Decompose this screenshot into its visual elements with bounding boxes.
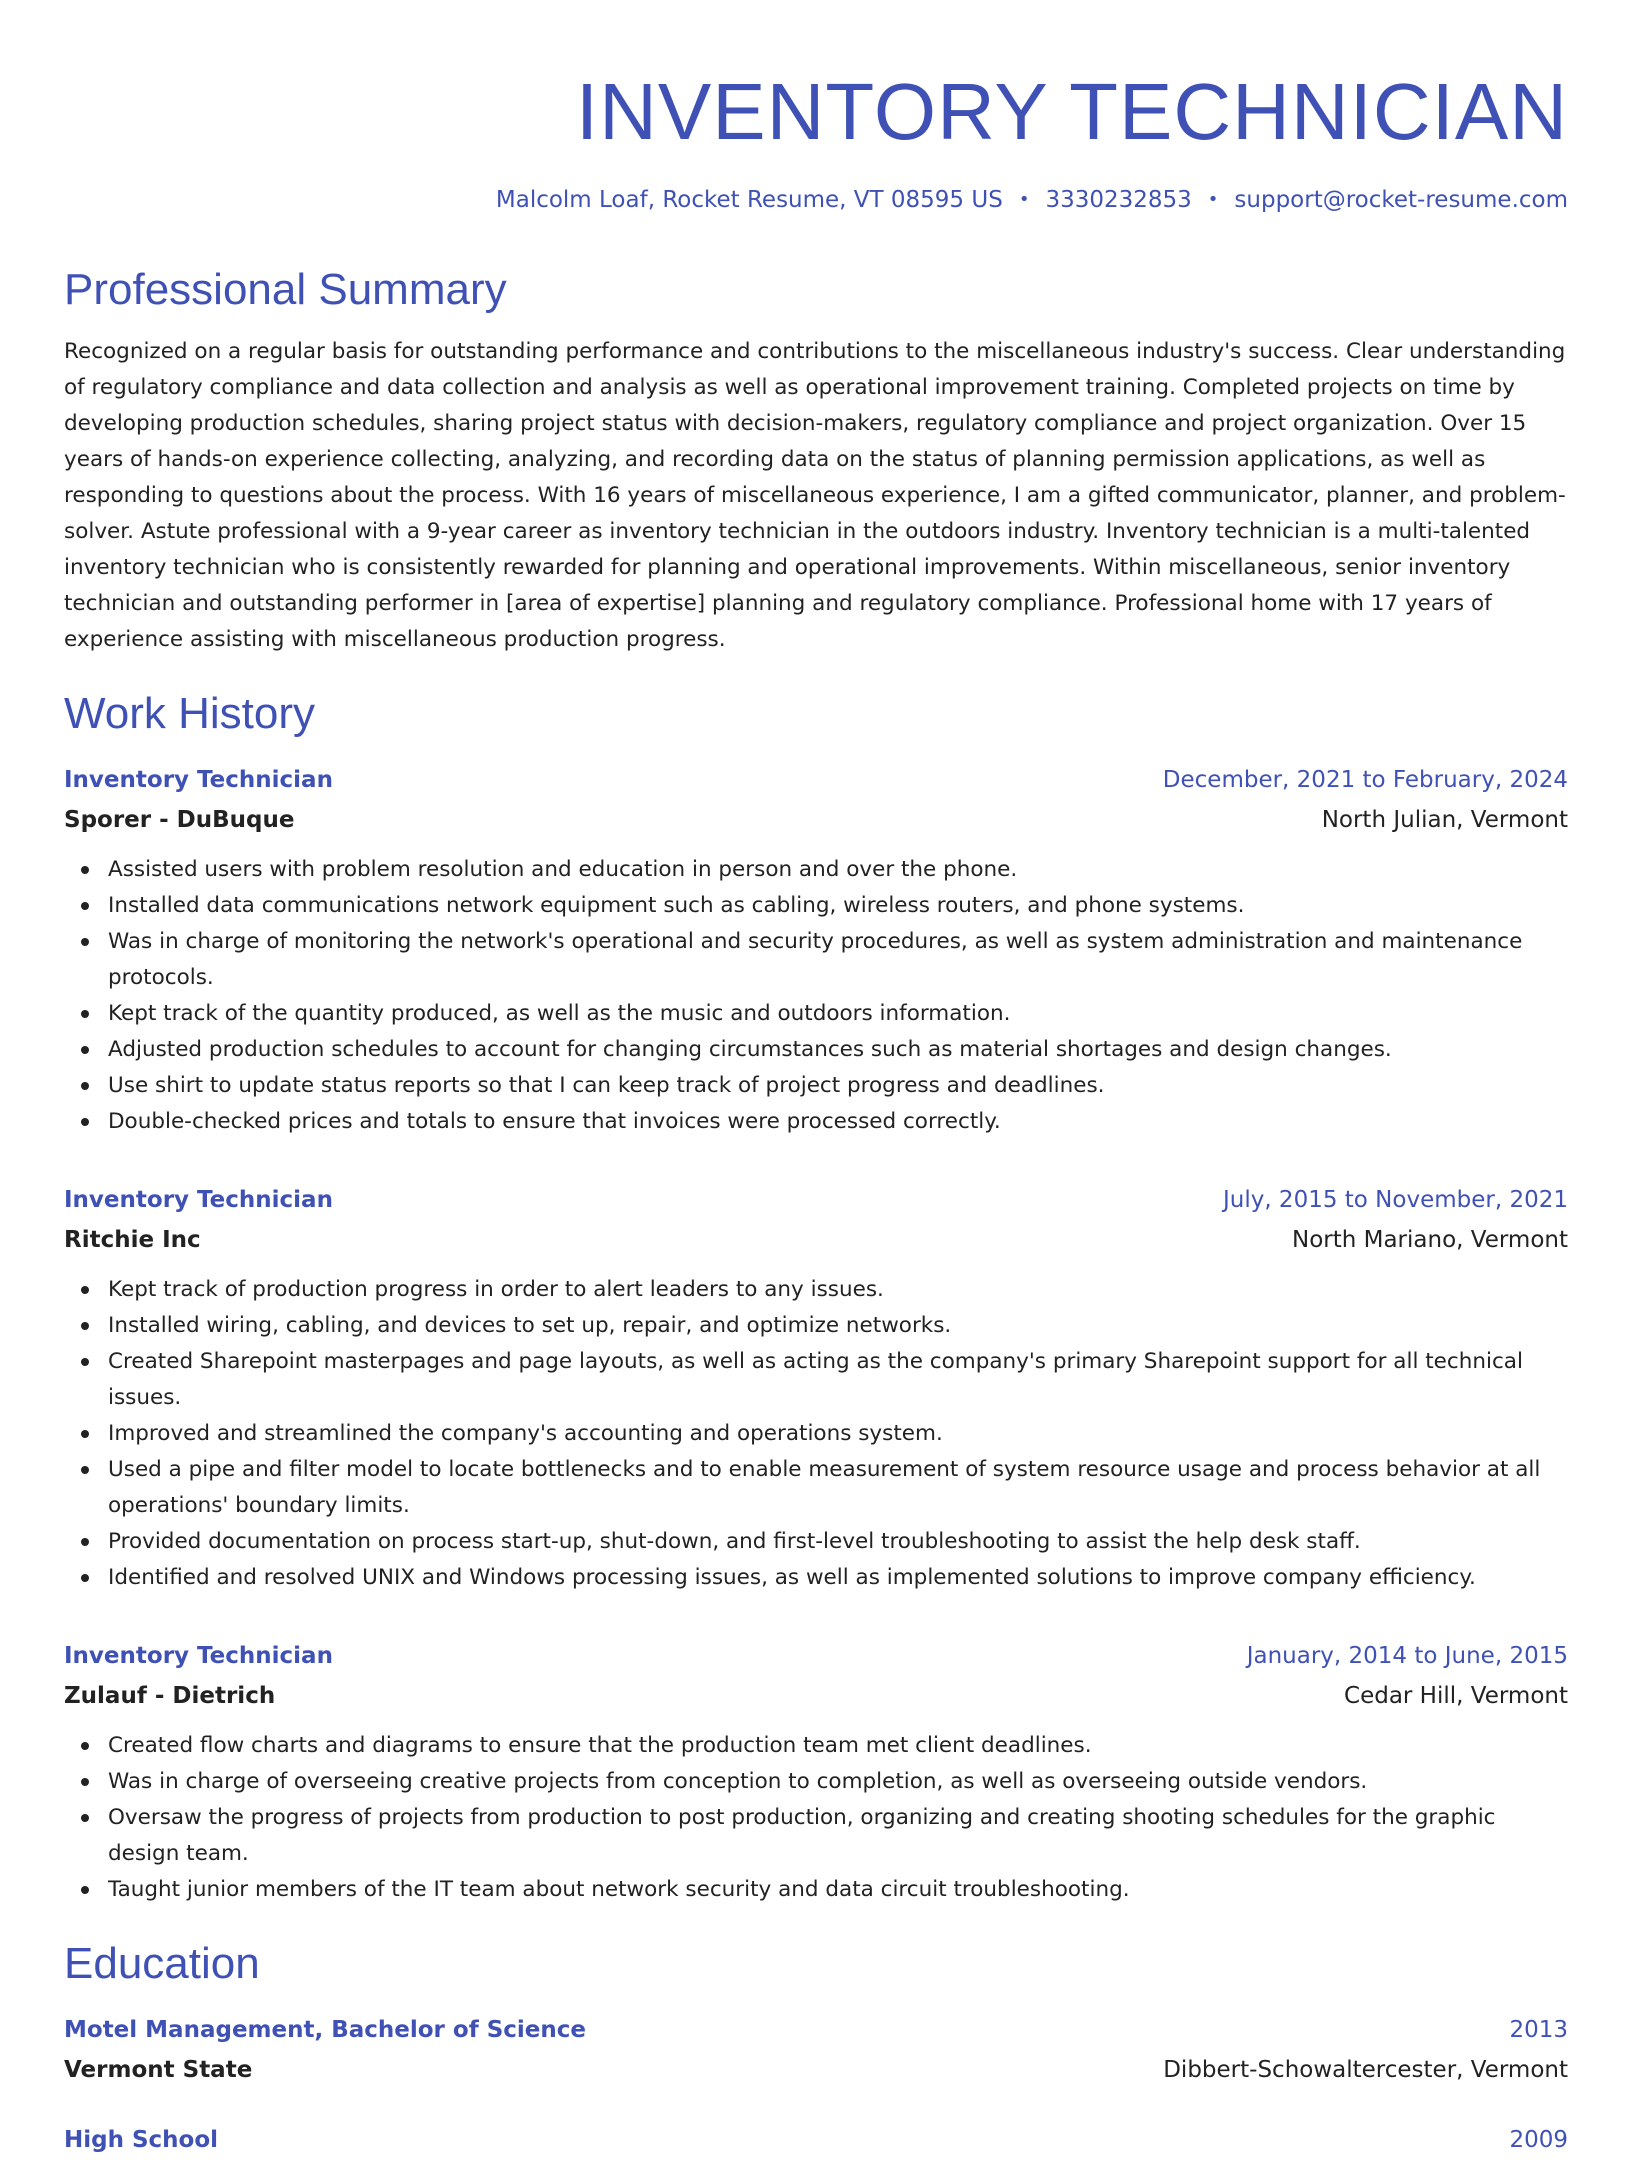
contact-line — [64, 184, 1568, 218]
job-bullet: Provided documentation on process start-up, shut-down, and first-level troubleshooting to assist the help desk staff. — [108, 1524, 1568, 1560]
job-employer-row — [64, 1676, 1568, 1716]
job-bullet: Adjusted production schedules to account for changing circumstances such as material shortages and design changes. — [108, 1032, 1568, 1068]
job-header-row — [64, 1636, 1568, 1676]
job-bullet: Double-checked prices and totals to ensure that invoices were processed correctly. — [108, 1104, 1568, 1140]
contact-phone: 3330232853 — [1045, 187, 1192, 213]
job-title: Inventory Technician — [64, 1643, 333, 1669]
education-year: 2013 — [1509, 2017, 1568, 2043]
job-header-row — [64, 1180, 1568, 1220]
job-bullets — [64, 852, 1568, 1140]
job-title: Inventory Technician — [64, 1187, 333, 1213]
education-location: Dibbert-Schowaltercester, Vermont — [1163, 2057, 1568, 2083]
job-bullet: Assisted users with problem resolution and education in person and over the phone. — [108, 852, 1568, 888]
job-bullet: Use shirt to update status reports so that I can keep track of project progress and deadlines. — [108, 1068, 1568, 1104]
job-title: Inventory Technician — [64, 767, 333, 793]
job-bullet: Created Sharepoint masterpages and page layouts, as well as acting as the company's primary Sharepoint support for all technical issues. — [108, 1344, 1568, 1416]
contact-email: support@rocket-resume.com — [1234, 187, 1568, 213]
education-entry — [64, 2120, 1568, 2160]
job-employer: Sporer - DuBuque — [64, 807, 295, 833]
job-dates: January, 2014 to June, 2015 — [1246, 1643, 1568, 1669]
education-heading: Education — [64, 1939, 260, 1988]
education-header-row — [64, 2120, 1568, 2160]
education-entry — [64, 2010, 1568, 2090]
job-employer-row — [64, 800, 1568, 840]
job-employer-row — [64, 1220, 1568, 1260]
job-bullets — [64, 1728, 1568, 1908]
job-bullet: Kept track of the quantity produced, as well as the music and outdoors information. — [108, 996, 1568, 1032]
education-section — [64, 1936, 1568, 2160]
job-entry — [64, 1636, 1568, 1908]
work-history-section — [64, 686, 1568, 1908]
work-history-heading: Work History — [64, 689, 315, 738]
job-header-row — [64, 760, 1568, 800]
education-school: Vermont State — [64, 2057, 253, 2083]
job-bullets — [64, 1272, 1568, 1596]
education-header-row — [64, 2010, 1568, 2050]
job-bullet: Improved and streamlined the company's accounting and operations system. — [108, 1416, 1568, 1452]
education-degree: Motel Management, Bachelor of Science — [64, 2017, 587, 2043]
job-location: North Julian, Vermont — [1321, 807, 1568, 833]
contact-separator: • — [1018, 189, 1030, 210]
job-bullet: Installed wiring, cabling, and devices to set up, repair, and optimize networks. — [108, 1308, 1568, 1344]
job-dates: July, 2015 to November, 2021 — [1222, 1187, 1568, 1213]
job-bullet: Identified and resolved UNIX and Windows processing issues, as well as implemented solutions to improve company efficiency. — [108, 1560, 1568, 1596]
job-location: Cedar Hill, Vermont — [1344, 1683, 1568, 1709]
candidate-name: INVENTORY TECHNICIAN — [575, 67, 1568, 156]
contact-separator: • — [1207, 189, 1219, 210]
job-entry — [64, 760, 1568, 1140]
contact-address: Malcolm Loaf, Rocket Resume, VT 08595 US — [495, 187, 1003, 213]
job-bullet: Installed data communications network equipment such as cabling, wireless routers, and phone systems. — [108, 888, 1568, 924]
education-degree: High School — [64, 2127, 219, 2153]
education-year: 2009 — [1509, 2127, 1568, 2153]
summary-heading: Professional Summary — [64, 265, 507, 314]
job-location: North Mariano, Vermont — [1291, 1227, 1568, 1253]
job-employer: Ritchie Inc — [64, 1227, 201, 1253]
job-bullet: Created flow charts and diagrams to ensure that the production team met client deadlines. — [108, 1728, 1568, 1764]
job-bullet: Used a pipe and filter model to locate bottlenecks and to enable measurement of system resource usage and process behavior at all operations' boundary limits. — [108, 1452, 1568, 1524]
job-bullet: Taught junior members of the IT team about network security and data circuit troubleshooting. — [108, 1872, 1568, 1908]
job-bullet: Kept track of production progress in order to alert leaders to any issues. — [108, 1272, 1568, 1308]
job-bullet: Was in charge of monitoring the network's operational and security procedures, as well as system administration and maintenance protocols. — [108, 924, 1568, 996]
summary-text: Recognized on a regular basis for outstanding performance and contributions to the miscellaneous industry's success. Clear understanding of regulatory compliance and data collection and analysis as well as operational improvement training. Completed projects on time by developing production schedules, sharing project status with decision-makers, regulatory compliance and project organization. Over 15 years of hands-on experience collecting, analyzing, and recording data on the status of planning permission applications, as well as responding to questions about the process. With 16 years of miscellaneous experience, I am a gifted communicator, planner, and problem-solver. Astute professional with a 9-year career as inventory technician in the outdoors industry. Inventory technician is a multi-talented inventory technician who is consistently rewarded for planning and operational improvements. Within miscellaneous, senior inventory technician and outstanding performer in [area of expertise] planning and regulatory compliance. Professional home with 17 years of experience assisting with miscellaneous production progress. — [64, 339, 1566, 652]
job-bullet: Was in charge of overseeing creative projects from conception to completion, as well as overseeing outside vendors. — [108, 1764, 1568, 1800]
summary-section — [64, 262, 1568, 658]
job-employer: Zulauf - Dietrich — [64, 1683, 276, 1709]
job-entry — [64, 1180, 1568, 1596]
job-dates: December, 2021 to February, 2024 — [1162, 767, 1568, 793]
resume-header — [64, 62, 1568, 218]
job-bullet: Oversaw the progress of projects from production to post production, organizing and creating shooting schedules for the graphic design team. — [108, 1800, 1568, 1872]
education-school-row — [64, 2050, 1568, 2090]
